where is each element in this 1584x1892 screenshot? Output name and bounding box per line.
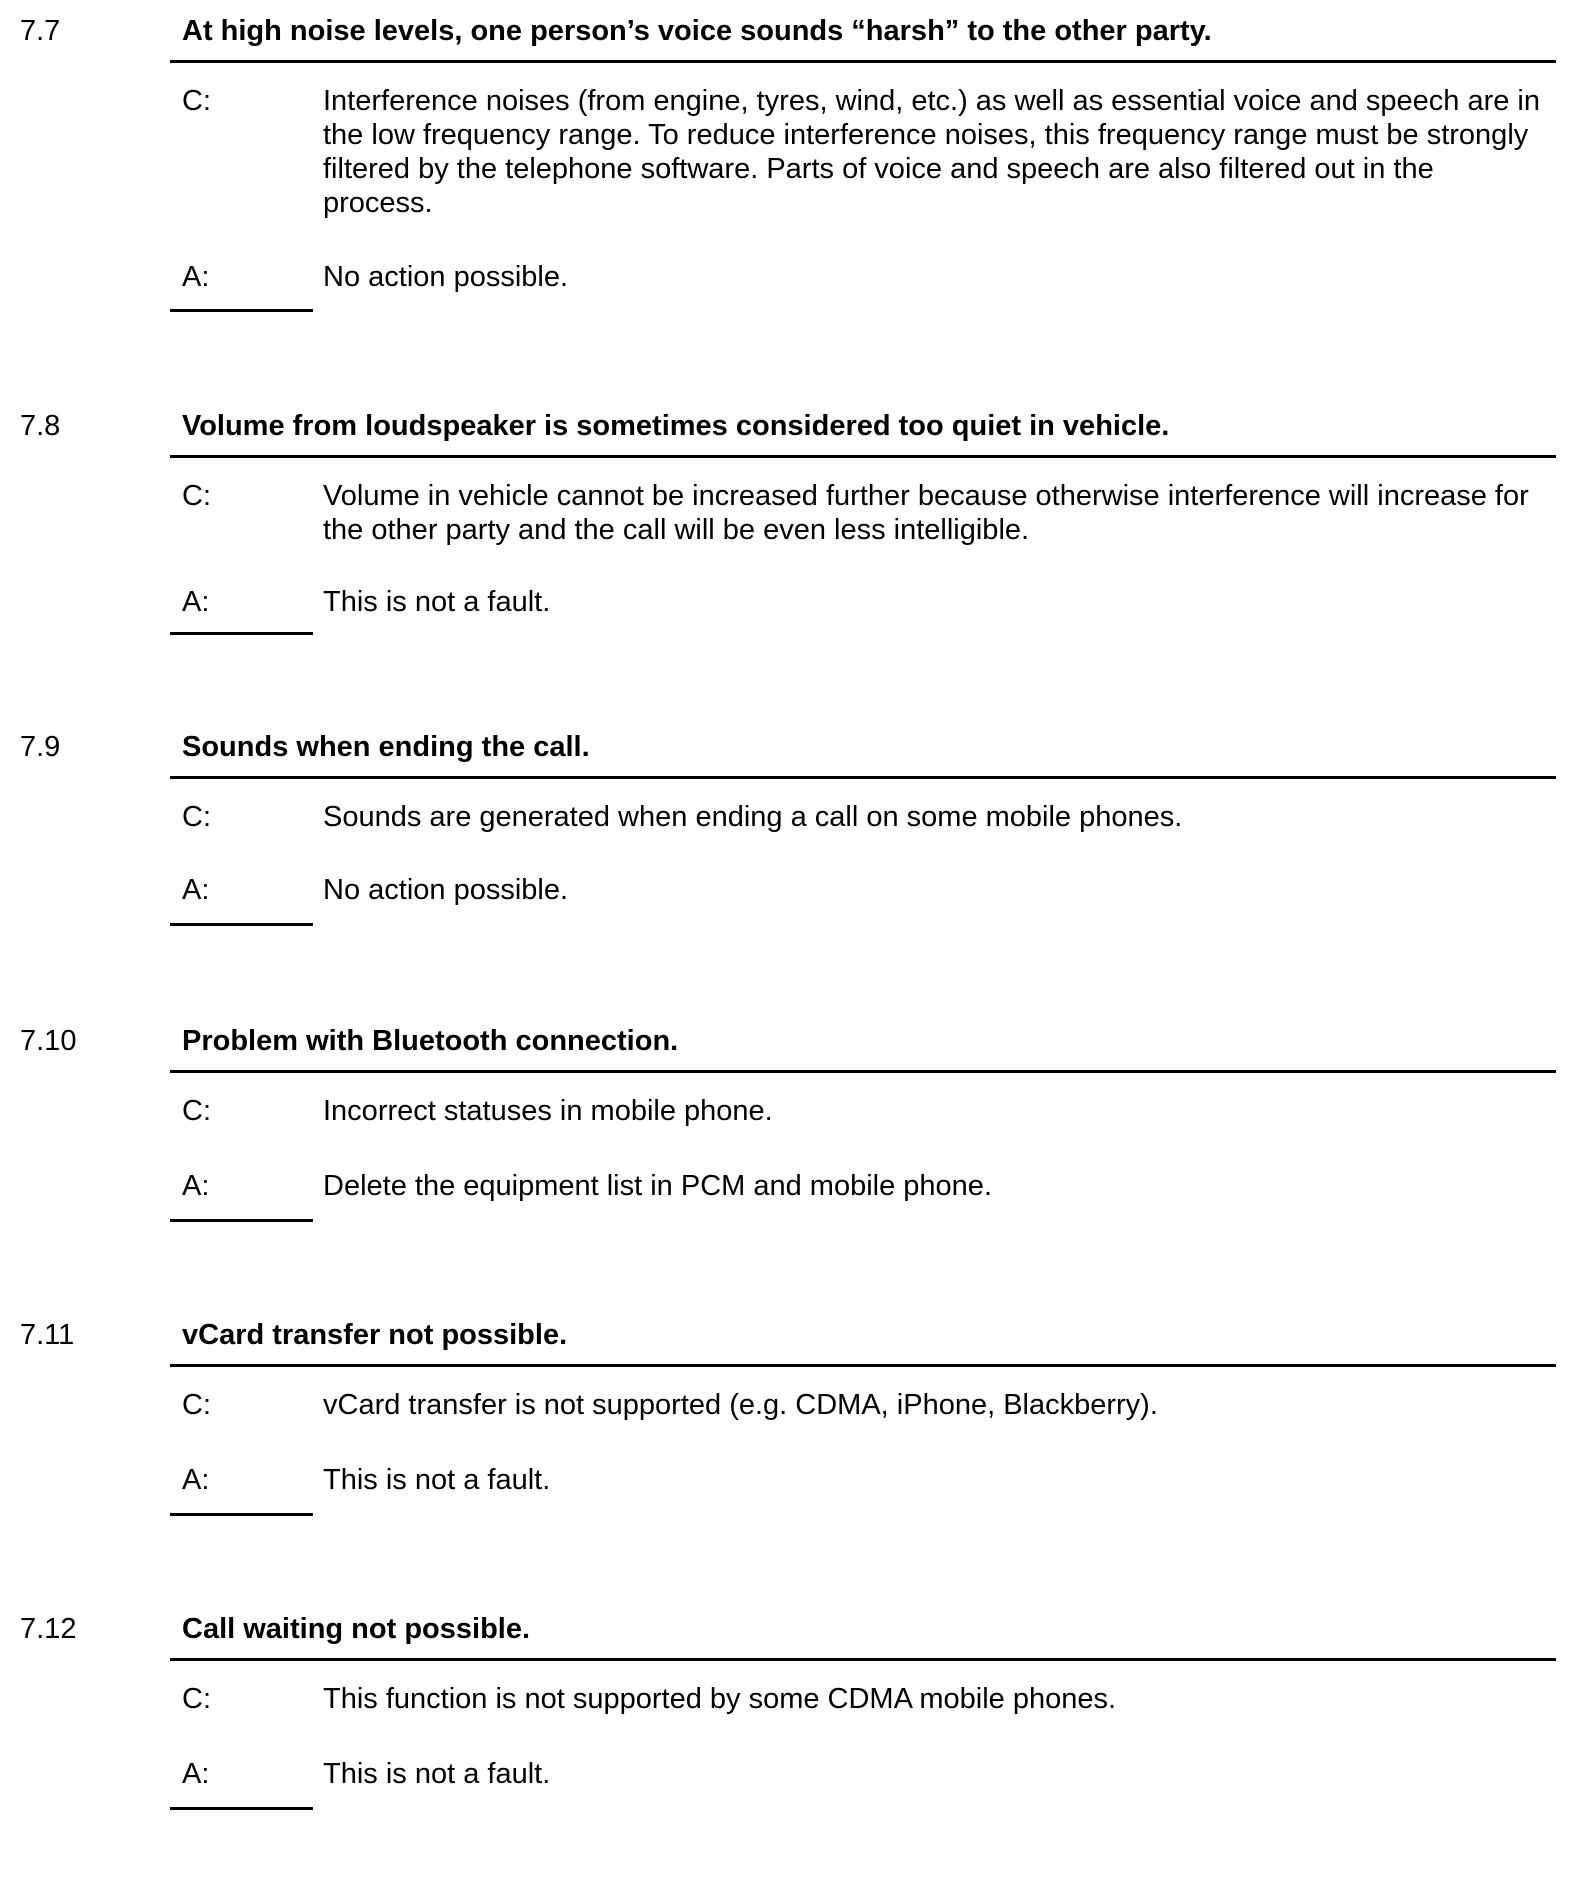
entry-end-rule xyxy=(170,1807,313,1810)
action-label: A: xyxy=(182,1170,210,1202)
action-text: This is not a fault. xyxy=(323,1758,551,1790)
entry-end-rule xyxy=(170,1513,313,1516)
cause-text: Interference noises (from engine, tyres, wind, etc.) as well as essential voice and speech are in the low frequency range. To reduce interference noises, this frequency range must be strongly filtered by the telephone software. Parts of voice and speech are also filtered out in the process. xyxy=(323,85,1540,219)
troubleshooting-entry xyxy=(0,1318,1584,1598)
entry-title: vCard transfer not possible. xyxy=(182,1319,568,1351)
title-rule xyxy=(170,1070,1556,1073)
cause-label: C: xyxy=(182,1389,211,1421)
entry-number: 7.9 xyxy=(20,731,61,763)
title-rule xyxy=(170,1658,1556,1661)
cause-label: C: xyxy=(182,85,211,117)
cause-label: C: xyxy=(182,1683,211,1715)
troubleshooting-entry xyxy=(0,730,1584,1010)
troubleshooting-entry xyxy=(0,409,1584,689)
cause-text: This function is not supported by some CDMA mobile phones. xyxy=(323,1683,1117,1715)
cause-label: C: xyxy=(182,801,211,833)
entry-title: Sounds when ending the call. xyxy=(182,731,590,763)
entry-end-rule xyxy=(170,923,313,926)
action-text: Delete the equipment list in PCM and mobile phone. xyxy=(323,1170,992,1202)
action-text: No action possible. xyxy=(323,261,569,293)
troubleshooting-entry xyxy=(0,14,1584,294)
cause-text: Volume in vehicle cannot be increased further because otherwise interference will increase for the other party and the call will be even less intelligible. xyxy=(323,480,1529,546)
action-label: A: xyxy=(182,1758,210,1790)
cause-label: C: xyxy=(182,480,211,512)
action-text: This is not a fault. xyxy=(323,1464,551,1496)
action-label: A: xyxy=(182,874,210,906)
action-label: A: xyxy=(182,261,210,293)
cause-label: C: xyxy=(182,1095,211,1127)
title-rule xyxy=(170,1364,1556,1367)
action-text: This is not a fault. xyxy=(323,586,551,618)
cause-text: Incorrect statuses in mobile phone. xyxy=(323,1095,773,1127)
cause-text: Sounds are generated when ending a call on some mobile phones. xyxy=(323,801,1183,833)
title-rule xyxy=(170,455,1556,458)
entry-number: 7.11 xyxy=(20,1319,75,1351)
entry-number: 7.12 xyxy=(20,1613,77,1645)
entry-number: 7.10 xyxy=(20,1025,77,1057)
entry-title: At high noise levels, one person’s voice sounds “harsh” to the other party. xyxy=(182,15,1212,47)
entry-end-rule xyxy=(170,309,313,312)
title-rule xyxy=(170,776,1556,779)
action-label: A: xyxy=(182,1464,210,1496)
entry-title: Problem with Bluetooth connection. xyxy=(182,1025,679,1057)
entry-title: Volume from loudspeaker is sometimes considered too quiet in vehicle. xyxy=(182,410,1170,442)
cause-text: vCard transfer is not supported (e.g. CDMA, iPhone, Blackberry). xyxy=(323,1389,1158,1421)
troubleshooting-entry xyxy=(0,1024,1584,1304)
troubleshooting-entry xyxy=(0,1612,1584,1892)
action-label: A: xyxy=(182,586,210,618)
title-rule xyxy=(170,60,1556,63)
entry-title: Call waiting not possible. xyxy=(182,1613,531,1645)
entry-number: 7.8 xyxy=(20,410,61,442)
entry-end-rule xyxy=(170,632,313,635)
entry-number: 7.7 xyxy=(20,15,61,47)
action-text: No action possible. xyxy=(323,874,569,906)
entry-end-rule xyxy=(170,1219,313,1222)
